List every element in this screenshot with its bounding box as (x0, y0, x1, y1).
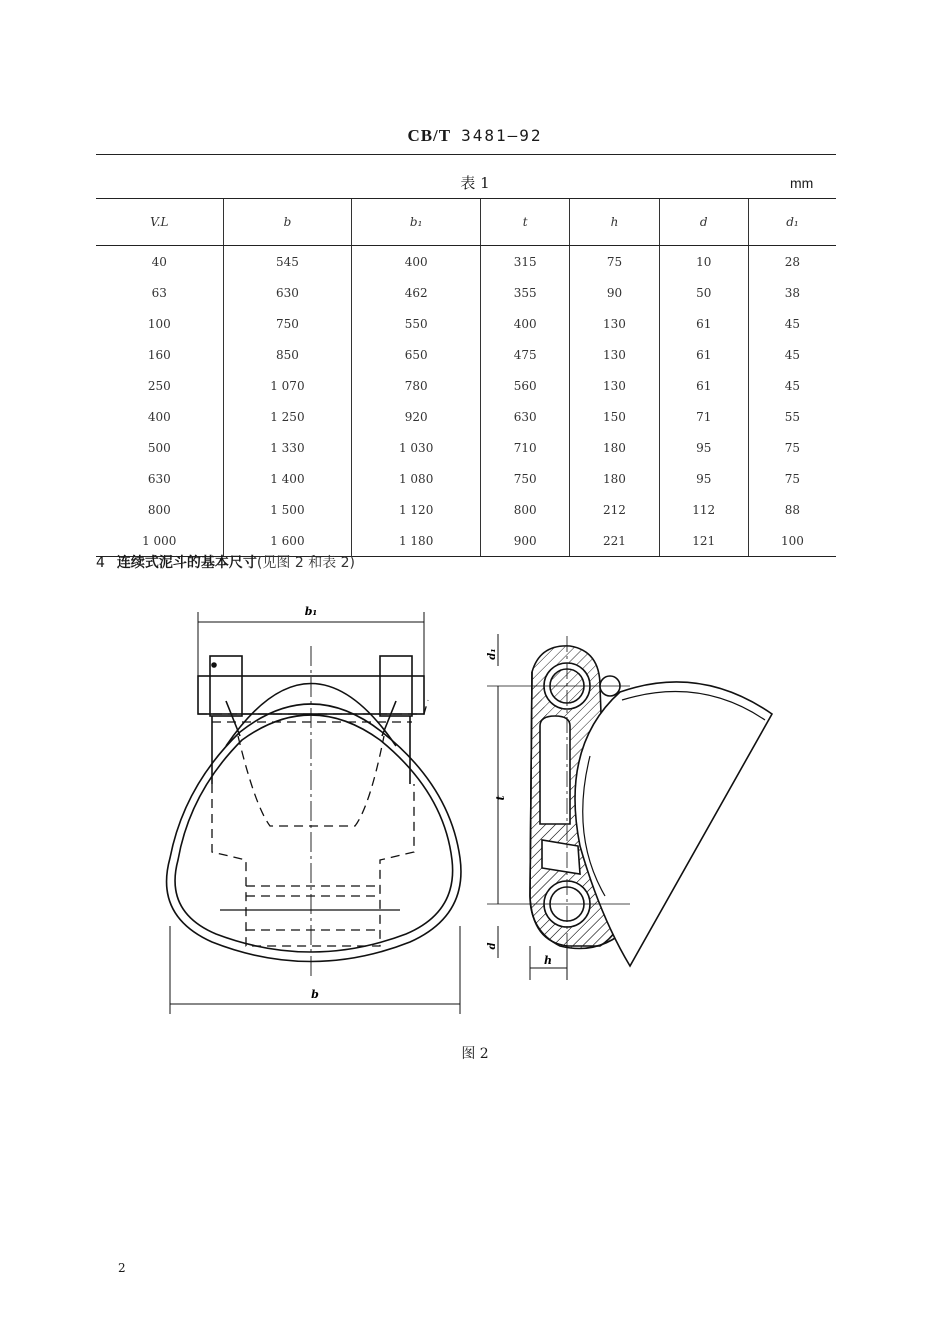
table-row (96, 370, 836, 401)
table-cell: 100 (147, 316, 171, 331)
table-cell: 45 (748, 308, 836, 339)
table-cell: 630 (147, 471, 171, 486)
table-cell: 400 (147, 409, 171, 424)
table-row (96, 339, 836, 370)
table-cell: 800 (481, 494, 570, 525)
table-cell: 630 (481, 401, 570, 432)
table-cell: 90 (570, 277, 659, 308)
table-cell: 50 (659, 277, 748, 308)
table-cell: 150 (570, 401, 659, 432)
table-cell: 71 (659, 401, 748, 432)
table-cell: 550 (352, 308, 481, 339)
label-d1: d₁ (487, 648, 498, 660)
label-b: b (311, 988, 319, 1001)
header-rule (96, 154, 836, 155)
table-row (96, 246, 836, 278)
table-row (96, 277, 836, 308)
table-cell: 1 030 (352, 432, 481, 463)
label-b1: b₁ (304, 605, 318, 618)
table-cell: 560 (481, 370, 570, 401)
table-cell: 28 (748, 246, 836, 278)
table-cell: 180 (570, 463, 659, 494)
table-header-row (96, 199, 836, 246)
table-cell: 95 (659, 463, 748, 494)
figure-caption: 图 2 (461, 1046, 489, 1062)
section-number: 4 (96, 555, 105, 571)
document-header (0, 126, 950, 146)
table-cell: 1 600 (223, 525, 352, 557)
table-cell: 10 (659, 246, 748, 278)
dimension-table (96, 198, 836, 557)
table-cell: 45 (748, 339, 836, 370)
table-cell: 1 330 (223, 432, 352, 463)
table-cell: 400 (481, 308, 570, 339)
table-cell: 315 (481, 246, 570, 278)
col-header: d₁ (748, 199, 836, 246)
table-cell: 710 (481, 432, 570, 463)
table-cell: 130 (570, 339, 659, 370)
table-cell: 1 250 (223, 401, 352, 432)
table-cell: 55 (748, 401, 836, 432)
col-header: b₁ (352, 199, 481, 246)
table-cell: 1 180 (352, 525, 481, 557)
table-cell: 750 (481, 463, 570, 494)
table-cell: 130 (570, 308, 659, 339)
label-d: d (487, 942, 498, 950)
table-cell: 75 (748, 432, 836, 463)
table-cell: 1 080 (352, 463, 481, 494)
table-cell: 100 (748, 525, 836, 557)
table-row (96, 308, 836, 339)
table-row (96, 463, 836, 494)
table-cell: 750 (223, 308, 352, 339)
label-t: t (494, 795, 507, 801)
table-cell: 63 (151, 285, 167, 300)
front-view (167, 612, 461, 1014)
col-header: h (570, 199, 659, 246)
table-cell: 212 (570, 494, 659, 525)
col-header: d (659, 199, 748, 246)
table-cell: 95 (659, 432, 748, 463)
table-cell: 88 (748, 494, 836, 525)
label-h: h (544, 954, 552, 967)
table-cell: 500 (147, 440, 171, 455)
table-cell: 112 (659, 494, 748, 525)
table-cell: 121 (659, 525, 748, 557)
table-cell: 475 (481, 339, 570, 370)
table-title: 表 1 (460, 174, 490, 192)
table-row (96, 432, 836, 463)
table-cell: 650 (352, 339, 481, 370)
bucket-drawing (160, 596, 800, 1026)
col-header: t (481, 199, 570, 246)
table-cell: 1 000 (96, 525, 223, 557)
table-cell: 630 (223, 277, 352, 308)
table-cell: 250 (147, 378, 171, 393)
table-cell: 545 (223, 246, 352, 278)
table-cell: 38 (748, 277, 836, 308)
col-header: V.L (96, 199, 223, 246)
table-cell: 800 (147, 502, 171, 517)
standard-prefix: CB/T (407, 126, 452, 145)
table-cell: 850 (223, 339, 352, 370)
table-cell: 45 (748, 370, 836, 401)
table-cell: 75 (570, 246, 659, 278)
section-heading (96, 552, 355, 572)
table-cell: 40 (151, 254, 167, 269)
table-cell: 61 (659, 339, 748, 370)
table-cell: 221 (570, 525, 659, 557)
table-cell: 61 (659, 308, 748, 339)
table-cell: 900 (481, 525, 570, 557)
table-cell: 160 (147, 347, 171, 362)
section-ref: (见图 2 和表 2) (256, 555, 356, 571)
standard-number: 3481—92 (461, 126, 543, 145)
col-header: b (223, 199, 352, 246)
table-cell: 780 (352, 370, 481, 401)
table-cell: 61 (659, 370, 748, 401)
page-number: 2 (118, 1261, 126, 1275)
table-row (96, 494, 836, 525)
table-cell: 130 (570, 370, 659, 401)
table-cell: 1 400 (223, 463, 352, 494)
table-cell: 180 (570, 432, 659, 463)
table-cell: 400 (352, 246, 481, 278)
table-cell: 1 070 (223, 370, 352, 401)
table-cell: 1 120 (352, 494, 481, 525)
section-title: 连续式泥斗的基本尺寸 (116, 555, 257, 571)
table-cell: 355 (481, 277, 570, 308)
table-cell: 920 (352, 401, 481, 432)
side-view (487, 634, 772, 980)
table-row (96, 401, 836, 432)
table-cell: 462 (352, 277, 481, 308)
table-cell: 75 (748, 463, 836, 494)
table-cell: 1 500 (223, 494, 352, 525)
table-unit: mm (790, 175, 814, 191)
